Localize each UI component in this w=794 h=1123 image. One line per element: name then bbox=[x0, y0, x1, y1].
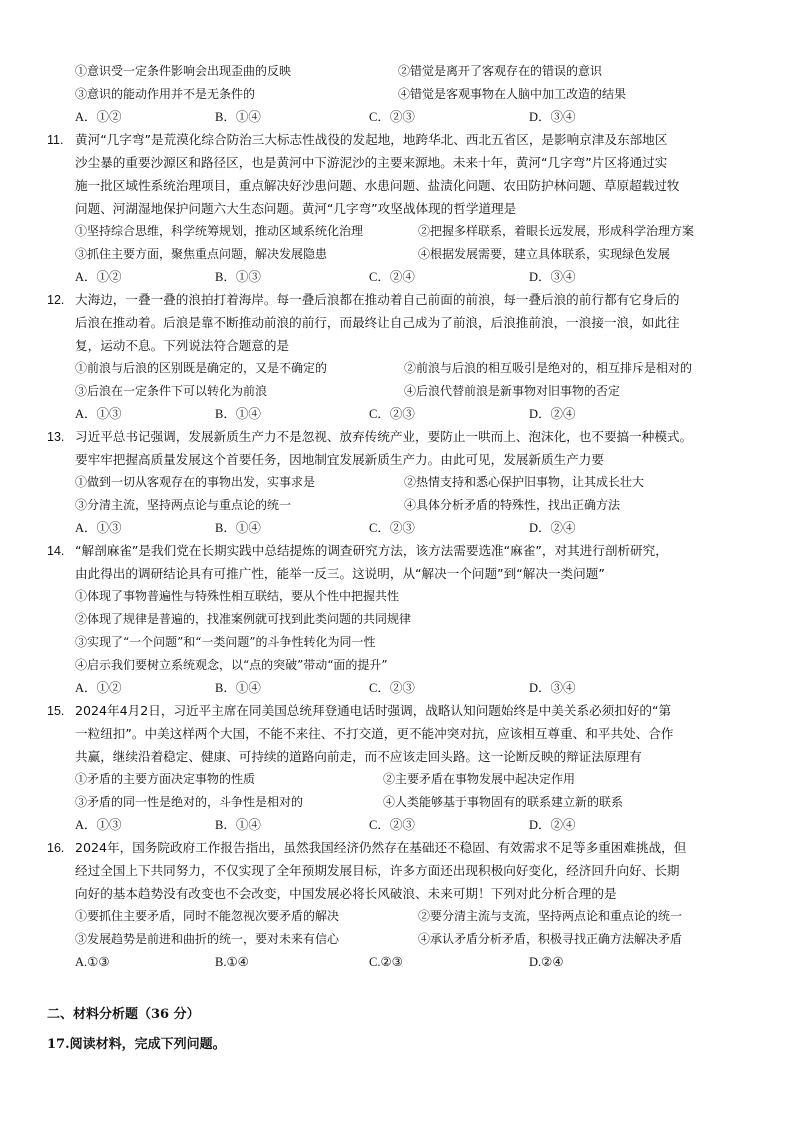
q15-answer-b: B．①④ bbox=[215, 818, 261, 832]
q11-option-2: ②把握多样联系，着眼长远发展，形成科学治理方案 bbox=[418, 224, 695, 238]
q14-answer-b: B．①④ bbox=[215, 681, 261, 695]
q14-answer-c: C．②③ bbox=[369, 681, 415, 695]
question-17-heading: 17.阅读材料，完成下列问题。 bbox=[47, 1037, 226, 1052]
q16-stem-line: 向好的基本趋势没有改变也不会改变，中国发展必将长风破浪、未来可期！下列对此分析合理的是 bbox=[75, 886, 617, 901]
question-number-13: 13. bbox=[47, 430, 65, 444]
q13-option-1: ①做到一切从客观存在的事物出发，实事求是 bbox=[75, 475, 316, 489]
q14-stem-line: 由此得出的调研结论具有可推广性，能举一反三。这说明，从“解决一个问题”到“解决一类问题” bbox=[75, 566, 605, 581]
q16-option-4: ④承认矛盾分析矛盾，积极寻找正确方法解决矛盾 bbox=[418, 932, 683, 946]
q12-option-1: ①前浪与后浪的区别既是确定的，又是不确定的 bbox=[75, 361, 328, 375]
q12-answer-d: D．②④ bbox=[529, 407, 576, 421]
q11-stem-line: 黄河“几字弯”是荒漠化综合防治三大标志性战役的发起地，地跨华北、西北五省区，是影响京津及东部地区 bbox=[75, 132, 668, 147]
q14-answer-a: A．①② bbox=[75, 681, 122, 695]
top-option-3: ③意识的能动作用并不是无条件的 bbox=[75, 87, 256, 101]
top-answer-d: D．③④ bbox=[529, 110, 576, 124]
q12-answer-b: B．①④ bbox=[215, 407, 261, 421]
q15-option-3: ③矛盾的同一性是绝对的，斗争性是相对的 bbox=[75, 795, 304, 809]
question-number-15: 15. bbox=[47, 704, 65, 718]
q15-answer-a: A．①③ bbox=[75, 818, 122, 832]
q13-answer-c: C．②③ bbox=[369, 521, 415, 535]
q13-answer-b: B．①④ bbox=[215, 521, 261, 535]
q16-option-2: ②要分清主流与支流，坚持两点论和重点论的统一 bbox=[418, 909, 683, 923]
top-answer-a: A．①② bbox=[75, 110, 122, 124]
q15-option-1: ①矛盾的主要方面决定事物的性质 bbox=[75, 772, 256, 786]
top-answer-c: C．②③ bbox=[369, 110, 415, 124]
q16-stem-line: 经过全国上下共同努力，不仅实现了全年预期发展目标，许多方面还出现积极向好变化，经济回升向好、长期 bbox=[75, 863, 680, 878]
question-number-16: 16. bbox=[47, 841, 65, 855]
q12-answer-c: C．②③ bbox=[369, 407, 415, 421]
q11-option-1: ①坚持综合思维，科学统筹规划，推动区域系统化治理 bbox=[75, 224, 364, 238]
q11-stem-line: 施一批区域性系统治理项目，重点解决好沙患问题、水患问题、盐渍化问题、农田防护林问题、草原超载过牧 bbox=[75, 178, 680, 193]
q13-stem-line: 要牢牢把握高质量发展这个首要任务，因地制宜发展新质生产力。由此可见，发展新质生产力要 bbox=[75, 452, 604, 467]
q14-option-3: ③实现了“一个问题”和“一类问题”的斗争性转化为同一性 bbox=[75, 635, 376, 649]
q16-option-3: ③发展趋势是前进和曲折的统一，要对未来有信心 bbox=[75, 932, 340, 946]
top-option-1: ①意识受一定条件影响会出现歪曲的反映 bbox=[75, 64, 292, 78]
q12-option-3: ③后浪在一定条件下可以转化为前浪 bbox=[75, 384, 268, 398]
q11-answer-a: A．①② bbox=[75, 270, 122, 284]
q15-option-4: ④人类能够基于事物固有的联系建立新的联系 bbox=[383, 795, 624, 809]
q11-stem-line: 问题、河湖湿地保护问题六大生态问题。黄河“几字弯”攻坚战体现的哲学道理是 bbox=[75, 201, 517, 216]
q14-option-4: ④启示我们要树立系统观念，以“点的突破”带动“面的提升” bbox=[75, 658, 388, 672]
q15-answer-d: D．②④ bbox=[529, 818, 576, 832]
q16-stem-line: 2024年，国务院政府工作报告指出，虽然我国经济仍然存在基础还不稳固、有效需求不足等多重困难挑战，但 bbox=[75, 840, 687, 855]
top-answer-b: B．①④ bbox=[215, 110, 261, 124]
q13-option-2: ②热情支持和悉心保护旧事物，让其成长壮大 bbox=[404, 475, 645, 489]
q12-option-4: ④后浪代替前浪是新事物对旧事物的否定 bbox=[404, 384, 621, 398]
q12-stem-line: 后浪在推动着。后浪是靠不断推动前浪的前行，而最终让自己成为了前浪，后浪推前浪，一浪接一浪，如此往 bbox=[75, 315, 680, 330]
question-number-12: 12. bbox=[47, 293, 65, 307]
q11-option-3: ③抓住主要方面，聚焦重点问题，解决发展隐患 bbox=[75, 247, 328, 261]
q16-answer-c: C.②③ bbox=[369, 955, 403, 969]
question-number-14: 14. bbox=[47, 544, 65, 558]
q12-stem-line: 大海边，一叠一叠的浪拍打着海岸。每一叠后浪都在推动着自己前面的前浪，每一叠后浪的前行都有它身后的 bbox=[75, 292, 680, 307]
q15-answer-c: C．②③ bbox=[369, 818, 415, 832]
q12-answer-a: A．①③ bbox=[75, 407, 122, 421]
q14-stem-line: “解剖麻雀”是我们党在长期实践中总结提炼的调查研究方法，该方法需要选准“麻雀”，对其进行剖析研究， bbox=[75, 543, 668, 558]
q13-option-3: ③分清主流，坚持两点论与重点论的统一 bbox=[75, 498, 292, 512]
q11-answer-b: B．①③ bbox=[215, 270, 261, 284]
q16-answer-b: B.①④ bbox=[215, 955, 249, 969]
top-option-4: ④错觉是客观事物在人脑中加工改造的结果 bbox=[398, 87, 627, 101]
q12-option-2: ②前浪与后浪的相互吸引是绝对的，相互排斥是相对的 bbox=[404, 361, 693, 375]
section-heading: 二、材料分析题（36 分） bbox=[47, 1007, 200, 1022]
q16-option-1: ①要抓住主要矛盾，同时不能忽视次要矛盾的解决 bbox=[75, 909, 340, 923]
q15-stem-line: 一粒纽扣”。中美这样两个大国，不能不来往、不打交道，更不能冲突对抗，应该相互尊重、和平共处、合作 bbox=[75, 726, 674, 741]
q15-stem-line: 共赢，继续沿着稳定、健康、可持续的道路向前走，而不应该走回头路。这一论断反映的辩证法原理有 bbox=[75, 749, 642, 764]
q14-option-2: ②体现了规律是普遍的，找准案例就可找到此类问题的共同规律 bbox=[75, 612, 412, 626]
q15-option-2: ②主要矛盾在事物发展中起决定作用 bbox=[383, 772, 576, 786]
q16-answer-d: D.②④ bbox=[529, 955, 564, 969]
q14-option-1: ①体现了事物普遍性与特殊性相互联结，要从个性中把握共性 bbox=[75, 589, 400, 603]
q15-stem-line: 2024年4月2日，习近平主席在同美国总统拜登通电话时强调，战略认知问题始终是中美关系必须扣好的“第 bbox=[75, 703, 672, 718]
q14-answer-d: D．③④ bbox=[529, 681, 576, 695]
question-number-11: 11. bbox=[47, 133, 64, 147]
q11-answer-d: D．③④ bbox=[529, 270, 576, 284]
q12-stem-line: 复，运动不息。下列说法符合题意的是 bbox=[75, 338, 290, 353]
q11-stem-line: 沙尘暴的重要沙源区和路径区，也是黄河中下游泥沙的主要来源地。未来十年，黄河“几字弯”片区将通过实 bbox=[75, 155, 668, 170]
q13-stem-line: 习近平总书记强调，发展新质生产力不是忽视、放弃传统产业，要防止一哄而上、泡沫化，也不要搞一种模式。 bbox=[75, 429, 693, 444]
q16-answer-a: A.①③ bbox=[75, 955, 110, 969]
top-option-2: ②错觉是离开了客观存在的错误的意识 bbox=[398, 64, 603, 78]
q11-answer-c: C．②④ bbox=[369, 270, 415, 284]
q13-answer-d: D．②④ bbox=[529, 521, 576, 535]
q11-option-4: ④根据发展需要，建立具体联系，实现绿色发展 bbox=[418, 247, 671, 261]
q13-answer-a: A．①③ bbox=[75, 521, 122, 535]
q13-option-4: ④具体分析矛盾的特殊性，找出正确方法 bbox=[404, 498, 621, 512]
